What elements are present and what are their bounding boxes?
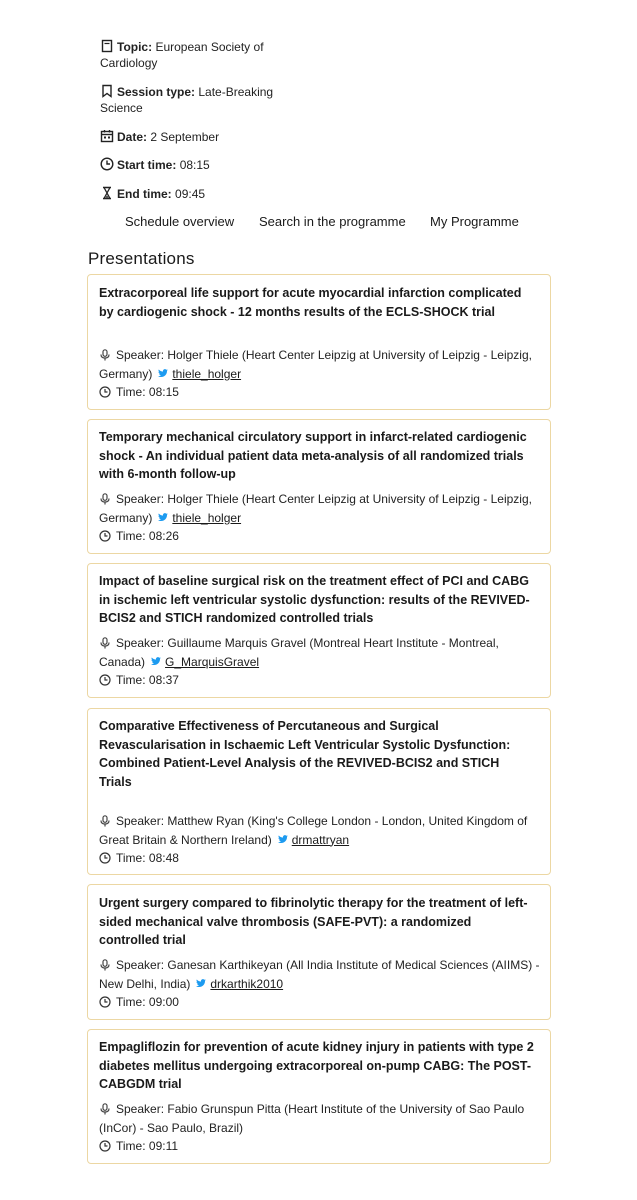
speaker-line bbox=[99, 812, 542, 849]
bookmark-icon bbox=[100, 84, 114, 98]
clock-icon bbox=[99, 674, 111, 686]
twitter-bird-icon bbox=[158, 513, 168, 522]
start-time-value: 08:15 bbox=[179, 158, 210, 172]
calendar-icon bbox=[100, 129, 114, 143]
end-time-value: 09:45 bbox=[175, 187, 206, 201]
session-type-value: Late-Breaking Science bbox=[100, 85, 274, 115]
end-time-label: End time: bbox=[117, 187, 172, 201]
start-time-row bbox=[100, 157, 360, 173]
twitter-handle: drkarthik2010 bbox=[210, 976, 284, 991]
clock-icon bbox=[99, 852, 111, 864]
hourglass-icon bbox=[100, 186, 114, 200]
microphone-icon bbox=[99, 959, 111, 971]
twitter-bird-icon bbox=[151, 657, 161, 666]
presentation-title[interactable]: Empagliflozin for prevention of acute kidney injury in patients with type 2 diabetes mellitus undergoing extracorporeal on-pump CABG: The POST-CABGDM trial bbox=[99, 1040, 534, 1091]
speaker-text: Speaker: Holger Thiele (Heart Center Leipzig at University of Leipzig - Leipzig, Germany) bbox=[99, 348, 532, 381]
session-type-label: Session type: bbox=[117, 85, 196, 99]
topic-value: European Society of Cardiology bbox=[100, 40, 264, 70]
my-programme-link[interactable]: My Programme bbox=[430, 214, 519, 229]
time-text: Time: 08:48 bbox=[116, 851, 179, 865]
speaker-text: Speaker: Guillaume Marquis Gravel (Montreal Heart Institute - Montreal, Canada) bbox=[99, 636, 499, 669]
speaker-line bbox=[99, 346, 542, 383]
time-text: Time: 09:11 bbox=[116, 1139, 179, 1153]
topic-label: Topic: bbox=[117, 40, 153, 54]
speaker-text: Speaker: Holger Thiele (Heart Center Leipzig at University of Leipzig - Leipzig, Germany) bbox=[99, 492, 532, 525]
time-line bbox=[99, 383, 542, 402]
clock-icon bbox=[99, 530, 111, 542]
twitter-bird-icon bbox=[196, 979, 206, 988]
microphone-icon bbox=[99, 637, 111, 649]
twitter-handle: thiele_holger bbox=[172, 510, 242, 525]
time-text: Time: 09:00 bbox=[116, 995, 179, 1009]
presentations-heading: Presentations bbox=[88, 249, 195, 268]
microphone-icon bbox=[99, 349, 111, 361]
time-line bbox=[99, 993, 542, 1012]
twitter-link[interactable] bbox=[151, 655, 259, 669]
speaker-text: Speaker: Fabio Grunspun Pitta (Heart Institute of the University of Sao Paulo (InCor) - Sao Paulo, Brazil) bbox=[99, 1102, 525, 1135]
date-row bbox=[100, 129, 360, 145]
time-text: Time: 08:37 bbox=[116, 673, 179, 687]
speaker-line bbox=[99, 634, 542, 671]
presentation-title[interactable]: Urgent surgery compared to fibrinolytic therapy for the treatment of left-sided mechanical valve thrombosis (SAFE-PVT): a randomized controlled trial bbox=[99, 896, 528, 947]
presentation-card[interactable] bbox=[87, 563, 551, 698]
start-time-label: Start time: bbox=[117, 158, 177, 172]
speaker-text: Speaker: Ganesan Karthikeyan (All India Institute of Medical Sciences (AIIMS) - New Delhi, India) bbox=[99, 958, 540, 991]
twitter-link[interactable] bbox=[278, 833, 349, 847]
presentation-title[interactable]: Extracorporeal life support for acute myocardial infarction complicated by cardiogenic shock - 12 months results of the ECLS-SHOCK trial bbox=[99, 286, 522, 319]
speaker-text: Speaker: Matthew Ryan (King's College London - London, United Kingdom of Great Britain & Northern Ireland) bbox=[99, 814, 528, 847]
presentation-card[interactable] bbox=[87, 708, 551, 875]
topic-row bbox=[100, 39, 280, 71]
twitter-handle: thiele_holger bbox=[172, 366, 242, 381]
session-type-row bbox=[100, 84, 280, 116]
time-line bbox=[99, 1137, 542, 1156]
time-line bbox=[99, 671, 542, 690]
date-label: Date: bbox=[117, 130, 148, 144]
microphone-icon bbox=[99, 815, 111, 827]
twitter-handle: drmattryan bbox=[291, 832, 350, 847]
microphone-icon bbox=[99, 493, 111, 505]
twitter-link[interactable] bbox=[158, 511, 241, 525]
presentation-card[interactable] bbox=[87, 419, 551, 554]
clock-icon bbox=[99, 996, 111, 1008]
time-text: Time: 08:26 bbox=[116, 529, 179, 543]
search-programme-link[interactable]: Search in the programme bbox=[259, 214, 406, 229]
presentation-card[interactable] bbox=[87, 884, 551, 1020]
book-icon bbox=[100, 39, 114, 53]
microphone-icon bbox=[99, 1103, 111, 1115]
time-text: Time: 08:15 bbox=[116, 385, 179, 399]
clock-icon bbox=[100, 157, 114, 171]
time-line bbox=[99, 849, 542, 868]
presentation-title[interactable]: Impact of baseline surgical risk on the treatment effect of PCI and CABG in ischemic left ventricular systolic dysfunction: results of the REVIVED-BCIS2 and STICH randomized controlled trials bbox=[99, 574, 530, 625]
clock-icon bbox=[99, 386, 111, 398]
speaker-line bbox=[99, 956, 542, 993]
twitter-bird-icon bbox=[158, 369, 168, 378]
presentation-title[interactable]: Comparative Effectiveness of Percutaneous and Surgical Revascularisation in Ischaemic Left Ventricular Systolic Dysfunction: Combined Patient-Level Analysis of the REVIVED-BCIS2 and STICH Trials bbox=[99, 719, 511, 789]
twitter-link[interactable] bbox=[158, 367, 241, 381]
date-value: 2 September bbox=[150, 130, 220, 144]
speaker-line bbox=[99, 1100, 542, 1137]
presentation-card[interactable] bbox=[87, 274, 551, 410]
clock-icon bbox=[99, 1140, 111, 1152]
end-time-row bbox=[100, 186, 360, 202]
schedule-overview-link[interactable]: Schedule overview bbox=[125, 214, 235, 229]
twitter-link[interactable] bbox=[196, 977, 283, 991]
presentation-title[interactable]: Temporary mechanical circulatory support in infarct-related cardiogenic shock - An individual patient data meta-analysis of all randomized trials with 6-month follow-up bbox=[99, 430, 527, 481]
twitter-handle: G_MarquisGravel bbox=[165, 654, 260, 669]
time-line bbox=[99, 527, 542, 546]
speaker-line bbox=[99, 490, 542, 527]
presentation-card[interactable] bbox=[87, 1029, 551, 1164]
twitter-bird-icon bbox=[278, 835, 288, 844]
